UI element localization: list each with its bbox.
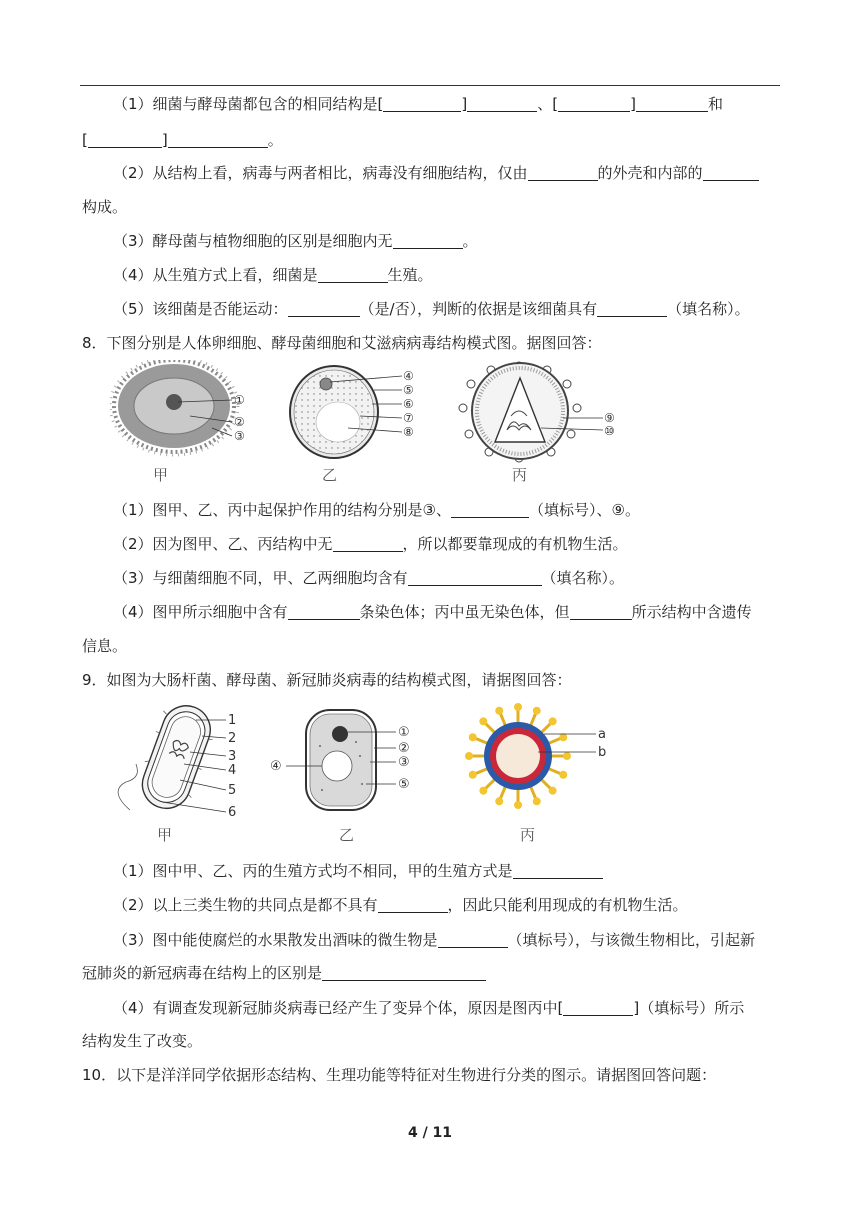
answer-blank[interactable] (383, 95, 461, 112)
q8-line-4 (113, 601, 752, 623)
q8-s4-text4: 信息。 (82, 637, 128, 655)
callout-label: 2 (228, 731, 237, 746)
q7-s5-text: （5）该细菌是否能运动： (113, 300, 288, 318)
answer-blank[interactable] (451, 501, 529, 518)
callout-label: a (598, 727, 606, 742)
callout-label: 1 (228, 713, 237, 728)
q9-ecoli-figure (110, 700, 250, 824)
period: 。 (462, 232, 478, 250)
q9-s4-text: （4）有调查发现新冠肺炎病毒已经产生了变异个体，原因是图丙中[ (113, 999, 564, 1017)
q9-line-5 (113, 997, 744, 1019)
q8-line-2 (113, 533, 628, 555)
callout-label: b (598, 745, 607, 760)
header-rule (80, 85, 780, 86)
q9-s3-text: （3）图中能使腐烂的水果散发出酒味的微生物是 (113, 931, 438, 949)
yeast-nucleus (332, 726, 348, 742)
answer-blank[interactable] (703, 164, 759, 181)
q8-yeast-cell-figure (282, 362, 432, 462)
yeast-nucleus (320, 378, 332, 390)
q8-line-1 (113, 499, 640, 521)
answer-blank[interactable] (393, 232, 463, 249)
answer-blank[interactable] (597, 300, 667, 317)
callout-label: ④ (403, 369, 414, 383)
q7-line-5 (113, 230, 478, 252)
callout-label: ⑩ (604, 424, 615, 438)
callout-label: ⑦ (403, 411, 414, 425)
q8-s3-text2: （填名称）。 (541, 569, 625, 587)
page-number: 4 / 11 (407, 1125, 453, 1141)
q7-s2-text2: 的外壳和内部的 (597, 164, 703, 182)
q9-s2-text: （2）以上三类生物的共同点是都不具有 (113, 896, 378, 914)
figure-caption: 乙 (339, 826, 355, 844)
q8-egg-cell-figure (110, 360, 270, 460)
figure-caption: 甲 (157, 826, 173, 844)
q7-line-2 (82, 129, 283, 151)
period: 。 (267, 131, 283, 149)
callout-label: 6 (228, 805, 237, 820)
bracket: [ (82, 131, 88, 149)
q7-s2-text3: 构成。 (82, 198, 128, 216)
bracket: ] (161, 131, 168, 149)
q9-line-6 (82, 1030, 202, 1052)
answer-blank[interactable] (333, 535, 403, 552)
q8-hiv-virus-figure (455, 358, 620, 464)
q9-s2-text2: ，因此只能利用现成的有机物生活。 (447, 896, 688, 914)
answer-blank[interactable] (636, 95, 708, 112)
q10-stem: 10．以下是洋洋同学依据形态结构、生理功能等特征对生物进行分类的图示。请据图回答问题： (82, 1066, 717, 1084)
answer-blank[interactable] (563, 999, 633, 1016)
q8-s3-text: （3）与细菌细胞不同，甲、乙两细胞均含有 (113, 569, 408, 587)
callout-label: 4 (228, 763, 237, 778)
callout-label: 5 (228, 783, 237, 798)
q9-coronavirus-figure (462, 700, 612, 810)
q7-line-7 (113, 298, 750, 320)
q8-s4-text3: 所示结构中含遗传 (631, 603, 752, 621)
q7-s5-text2: （是/否），判断的依据是该细菌具有 (359, 300, 598, 318)
coronavirus-genetic-material (496, 734, 540, 778)
answer-blank[interactable] (322, 964, 486, 981)
callout-label: ① (398, 725, 410, 740)
q8-s4-text: （4）图甲所示细胞中含有 (113, 603, 288, 621)
figure-caption: 丙 (520, 826, 536, 844)
q9-stem: 9．如图为大肠杆菌、酵母菌、新冠肺炎病毒的结构模式图，请据图回答： (82, 671, 572, 689)
q9-line-4 (82, 962, 486, 984)
q7-s5-text3: （填名称）。 (667, 300, 750, 318)
yeast-vacuole (316, 402, 360, 442)
q8-s2-text: （2）因为图甲、乙、丙结构中无 (113, 535, 333, 553)
q7-line-3 (113, 162, 759, 184)
answer-blank[interactable] (528, 164, 598, 181)
q7-s3-text: （3）酵母菌与植物细胞的区别是细胞内无 (113, 232, 393, 250)
q7-s1-and: 和 (707, 95, 723, 113)
q7-line-6 (113, 264, 433, 286)
q8-s1-text: （1）图甲、乙、丙中起保护作用的结构分别是③、 (113, 501, 451, 519)
q8-stem: 8．下图分别是人体卵细胞、酵母菌细胞和艾滋病病毒结构模式图。据图回答： (82, 334, 602, 352)
answer-blank[interactable] (318, 266, 388, 283)
answer-blank[interactable] (558, 95, 630, 112)
answer-blank[interactable] (88, 131, 162, 148)
q7-s4-text2: 生殖。 (387, 266, 433, 284)
callout-label: ① (234, 393, 245, 407)
q9-s3-text2: （填标号），与该微生物相比，引起新 (507, 931, 756, 949)
q7-s1-text: （1）细菌与酵母菌都包含的相同结构是[ (113, 95, 384, 113)
q8-s4-text2: 条染色体；丙中虽无染色体，但 (359, 603, 570, 621)
figure-caption: 丙 (512, 466, 528, 484)
answer-blank[interactable] (288, 300, 360, 317)
callout-label: ⑥ (403, 397, 414, 411)
q9-s4-text3: 结构发生了改变。 (82, 1032, 203, 1050)
q7-s2-text: （2）从结构上看，病毒与两者相比，病毒没有细胞结构，仅由 (113, 164, 528, 182)
q9-s4-text2: ]（填标号）所示 (633, 999, 745, 1017)
answer-blank[interactable] (513, 862, 603, 879)
yeast-vacuole (322, 751, 352, 781)
q9-line-2 (113, 894, 688, 916)
q9-s3-text3: 冠肺炎的新冠病毒在结构上的区别是 (82, 964, 323, 982)
answer-blank[interactable] (288, 603, 360, 620)
q8-line-5 (82, 635, 127, 657)
q7-s1-sep: 、[ (537, 95, 559, 113)
figure-caption: 乙 (322, 466, 338, 484)
q7-line-1 (113, 93, 723, 115)
callout-label: ⑧ (403, 425, 414, 439)
callout-label: ④ (270, 759, 282, 774)
callout-label: 3 (228, 749, 237, 764)
q7-line-4 (82, 196, 127, 218)
q9-line-3 (113, 929, 755, 951)
q8-s1-text2: （填标号）、⑨。 (529, 501, 640, 519)
q9-yeast-figure (268, 706, 428, 816)
callout-label: ⑤ (403, 383, 414, 397)
answer-blank[interactable] (570, 603, 632, 620)
answer-blank[interactable] (438, 931, 508, 948)
answer-blank[interactable] (378, 896, 448, 913)
callout-label: ⑨ (604, 411, 615, 425)
ecoli-flagellum (118, 764, 137, 810)
bracket: ] (630, 95, 636, 113)
callout-label: ③ (234, 429, 245, 443)
answer-blank[interactable] (467, 95, 537, 112)
callout-label: ⑤ (398, 777, 410, 792)
q8-line-3 (113, 567, 624, 589)
answer-blank[interactable] (168, 131, 268, 148)
q9-line-1 (113, 860, 603, 882)
q8-s2-text2: ，所以都要靠现成的有机物生活。 (402, 535, 628, 553)
callout-label: ③ (398, 755, 410, 770)
q7-s4-text: （4）从生殖方式上看，细菌是 (113, 266, 318, 284)
bracket: ] (461, 95, 468, 113)
q9-s1-text: （1）图中甲、乙、丙的生殖方式均不相同，甲的生殖方式是 (113, 862, 513, 880)
callout-label: ② (234, 415, 245, 429)
answer-blank[interactable] (408, 569, 542, 586)
figure-caption: 甲 (153, 466, 169, 484)
callout-label: ② (398, 741, 410, 756)
